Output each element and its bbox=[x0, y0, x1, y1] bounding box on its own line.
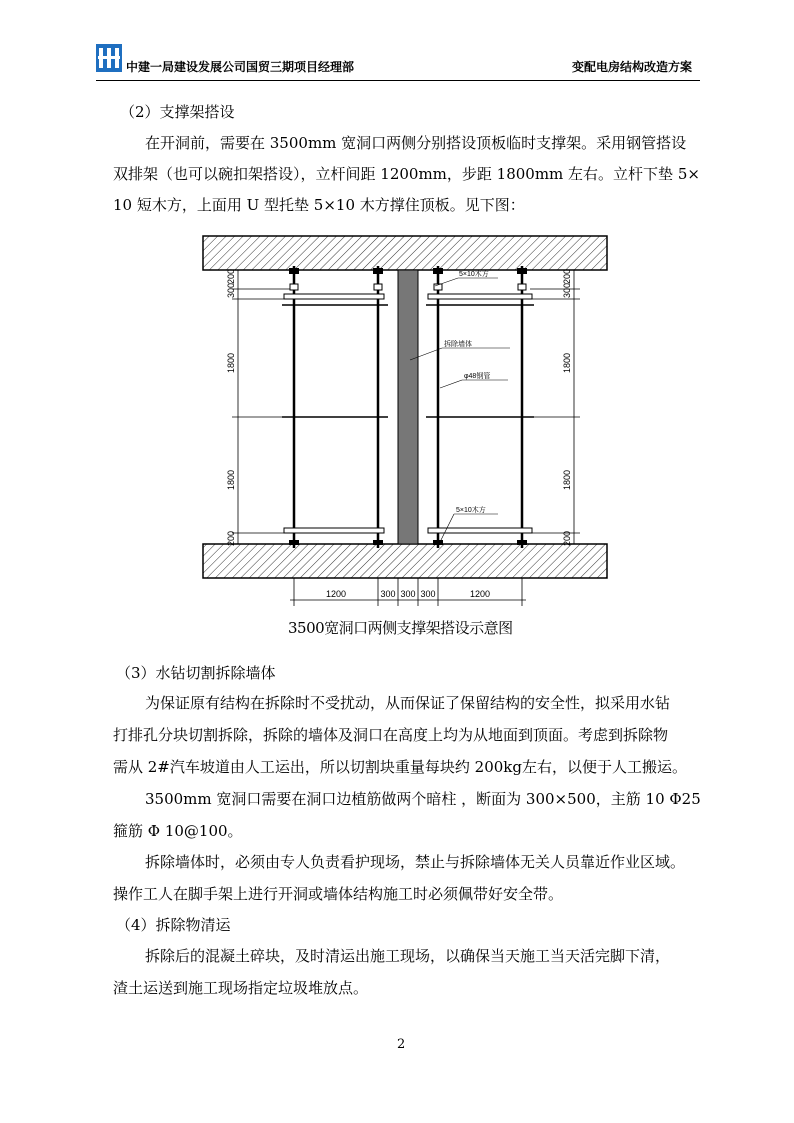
bottom-dim-label: 300 bbox=[400, 589, 416, 599]
left-dimension-line bbox=[232, 270, 290, 544]
paragraph-line: 10 短木方，上面用 U 型托垫 5×10 木方撑住顶板。见下图： bbox=[113, 196, 525, 214]
page-header bbox=[96, 44, 700, 84]
paragraph-line: 拆除墙体时，必须由专人负责看护现场，禁止与拆除墙体无关人员靠近作业区域。 bbox=[145, 853, 686, 871]
left-scaffold bbox=[282, 266, 388, 548]
paragraph-line: 需从 2#汽车坡道由人工运出，所以切割块重量每块约 200kg左右，以便于人工搬运。 bbox=[113, 758, 687, 776]
left-dim-label: 1800 bbox=[226, 469, 236, 490]
paragraph-line: 3500mm 宽洞口需要在洞口边植筋做两个暗柱 ，断面为 300×500，主筋 10 Φ25 bbox=[145, 790, 701, 808]
scaffold-diagram bbox=[200, 228, 610, 618]
leader-label: 5×10木方 bbox=[456, 507, 486, 514]
paragraph-line: 拆除后的混凝土碎块，及时清运出施工现场，以确保当天施工当天活完脚下清， bbox=[145, 947, 671, 965]
left-dim-label: 200 bbox=[226, 268, 236, 284]
left-dim-label: 200 bbox=[226, 530, 236, 546]
leader-label: φ48钢管 bbox=[464, 373, 491, 380]
paragraph-line: 操作工人在脚手架上进行开洞或墙体结构施工时必须佩带好安全带。 bbox=[113, 885, 564, 903]
bottom-dim-label: 300 bbox=[420, 589, 436, 599]
paragraph-line: 打排孔分块切割拆除，拆除的墙体及洞口在高度上均为从地面到顶面。考虑到拆除物 bbox=[113, 726, 669, 744]
paragraph-line: 渣土运送到施工现场指定垃圾堆放点。 bbox=[113, 979, 369, 997]
paragraph-line: 在开洞前，需要在 3500mm 宽洞口两侧分别搭设顶板临时支撑架。采用钢管搭设 bbox=[145, 134, 687, 152]
right-scaffold bbox=[426, 266, 534, 548]
leader-label: 5×10木方 bbox=[459, 271, 489, 278]
left-dim-label: 300 bbox=[226, 282, 236, 298]
right-dim-label: 200 bbox=[562, 530, 572, 546]
right-dimension-line bbox=[530, 270, 580, 544]
section-heading-2: （2）支撑架搭设 bbox=[120, 103, 235, 121]
left-dim-label: 1800 bbox=[226, 352, 236, 373]
company-logo bbox=[96, 44, 122, 72]
right-dim-label: 1800 bbox=[562, 352, 572, 373]
bottom-dim-label: 300 bbox=[380, 589, 396, 599]
diagram-caption: 3500宽洞口两侧支撑架搭设示意图 bbox=[288, 619, 513, 637]
bottom-dim-label: 1200 bbox=[325, 589, 347, 599]
document-title: 变配电房结构改造方案 bbox=[571, 60, 692, 74]
wall-to-remove bbox=[398, 270, 418, 544]
right-dim-label: 1800 bbox=[562, 469, 572, 490]
company-name: 中建一局建设发展公司国贸三期项目经理部 bbox=[126, 60, 355, 74]
page-number: 2 bbox=[397, 1037, 406, 1052]
leader-label: 拆除墙体 bbox=[444, 341, 472, 348]
section-heading-3: （3）水钻切割拆除墙体 bbox=[116, 664, 276, 682]
bottom-dim-label: 1200 bbox=[469, 589, 491, 599]
paragraph-line: 为保证原有结构在拆除时不受扰动，从而保证了保留结构的安全性，拟采用水钻 bbox=[145, 694, 671, 712]
section-heading-4: （4）拆除物清运 bbox=[116, 916, 231, 934]
right-dim-label: 200 bbox=[562, 268, 572, 284]
paragraph-line: 箍筋 Φ 10@100。 bbox=[113, 822, 243, 840]
paragraph-line: 双排架（也可以碗扣架搭设），立杆间距 1200mm，步距 1800mm 左右。立杆下垫 5× bbox=[113, 165, 700, 183]
right-dim-label: 300 bbox=[562, 282, 572, 298]
top-slab bbox=[203, 236, 607, 270]
header-divider bbox=[96, 80, 700, 81]
bottom-slab bbox=[203, 544, 607, 578]
